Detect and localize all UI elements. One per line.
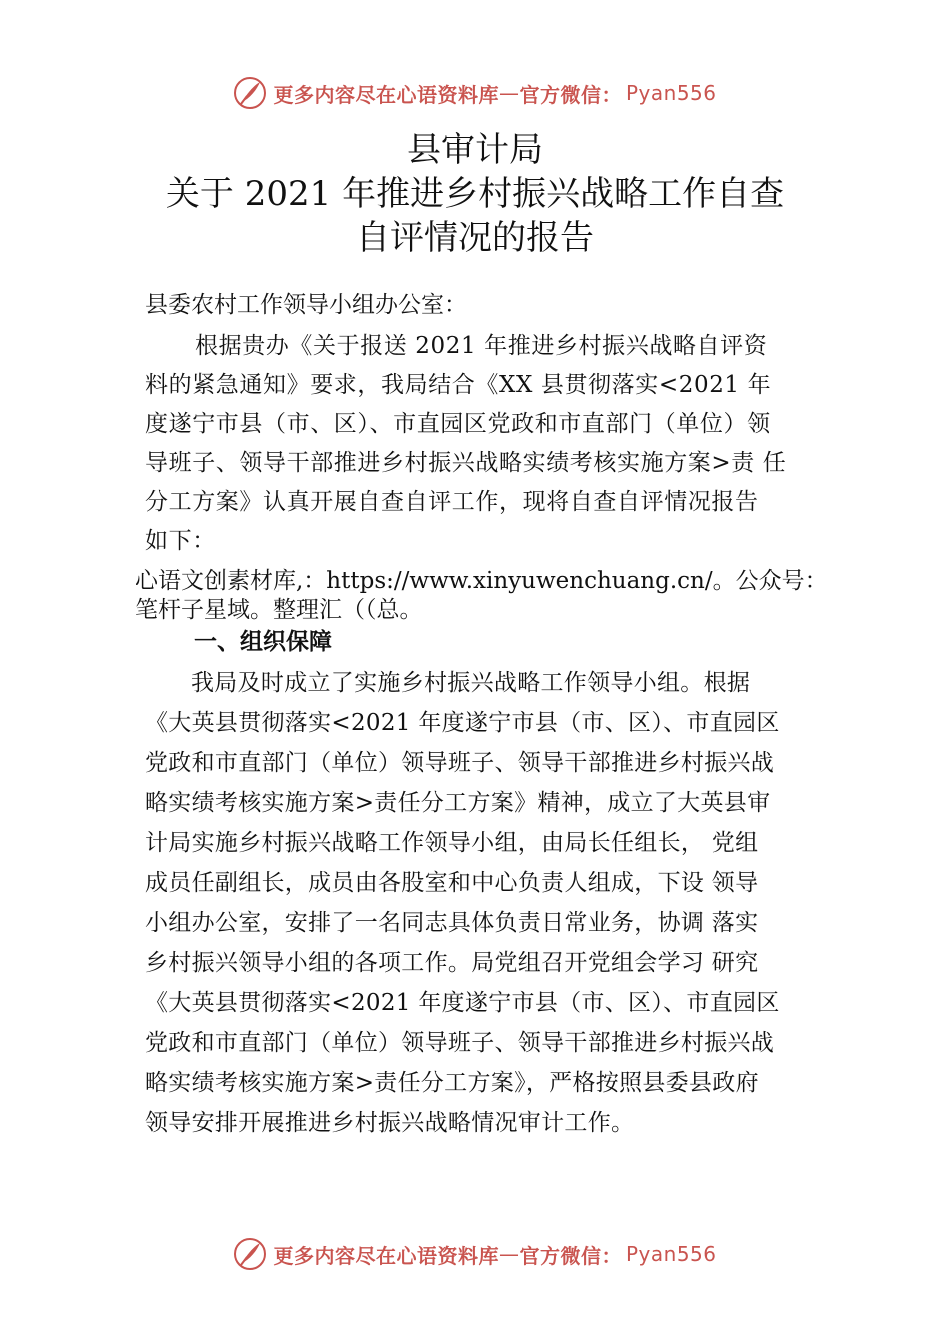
watermark-wechat-label: 官方微信： — [519, 1243, 622, 1268]
paragraph-line: 根据贵办《关于报送 2021 年推进乡村振兴战略自评资 — [195, 333, 768, 359]
feather-pen-logo-icon — [233, 1237, 267, 1271]
watermark-main-text: 更多内容尽在心语资料库 — [273, 1243, 499, 1268]
paragraph-line: 略实绩考核实施方案>责任分工方案》，严格按照县委县政府 — [145, 1070, 759, 1096]
paragraph-line: 导班子、领导干部推进乡村振兴战略实绩考核实施方案>责 任 — [145, 450, 787, 476]
document-title — [0, 128, 950, 260]
section-paragraph — [145, 663, 845, 1143]
header-watermark — [0, 76, 950, 110]
paragraph-line: 我局及时成立了实施乡村振兴战略工作领导小组。根据 — [191, 670, 751, 696]
title-line-2: 关于 2021 年推进乡村振兴战略工作自查 — [165, 174, 785, 214]
watermark-dash: — — [498, 1242, 520, 1266]
paragraph-line: 度遂宁市县（市、区）、市直园区党政和市直部门（单位）领 — [145, 411, 771, 437]
paragraph-line: 小组办公室，安排了一名同志具体负责日常业务，协调 落实 — [145, 910, 759, 936]
title-line-3: 自评情况的报告 — [356, 218, 594, 258]
feather-pen-logo-icon — [233, 76, 267, 110]
paragraph-line: 成员任副组长，成员由各股室和中心负责人组成，下设 领导 — [145, 870, 759, 896]
paragraph-line: 分工方案》认真开展自查自评工作，现将自查自评情况报告 — [145, 489, 759, 515]
watermark-wechat-id: Pyan556 — [625, 81, 717, 105]
watermark-wechat-id: Pyan556 — [625, 1242, 717, 1266]
paragraph-line: 党政和市直部门（单位）领导班子、领导干部推进乡村振兴战 — [145, 1030, 775, 1056]
paragraph-line: 领导安排开展推进乡村振兴战略情况审计工作。 — [145, 1110, 635, 1136]
note-line: 笔杆子星域。整理汇（（总。 — [135, 597, 423, 623]
paragraph-line: 计局实施乡村振兴战略工作领导小组，由局长任组长， 党组 — [145, 830, 759, 856]
title-line-1: 县审计局 — [407, 130, 543, 170]
watermark-wechat-label: 官方微信： — [519, 82, 622, 107]
paragraph-line: 如下： — [145, 528, 216, 554]
footer-watermark — [0, 1237, 950, 1271]
paragraph-line: 《大英县贯彻落实<2021 年度遂宁市县（市、区）、市直园区 — [145, 990, 780, 1016]
paragraph-line: 乡村振兴领导小组的各项工作。局党组召开党组会学习 研究 — [145, 950, 759, 976]
paragraph-line: 党政和市直部门（单位）领导班子、领导干部推进乡村振兴战 — [145, 750, 775, 776]
paragraph-line: 料的紧急通知》要求，我局结合《XX 县贯彻落实<2021 年 — [145, 372, 772, 398]
source-note — [135, 567, 895, 625]
paragraph-line: 《大英县贯彻落实<2021 年度遂宁市县（市、区）、市直园区 — [145, 710, 780, 736]
watermark-dash: — — [498, 81, 520, 105]
note-line: 心语文创素材库,：https://www.xinyuwenchuang.cn/。公众号： — [135, 568, 828, 594]
watermark-main-text: 更多内容尽在心语资料库 — [273, 82, 499, 107]
intro-paragraph — [145, 327, 825, 561]
section-heading: 一、组织保障 — [194, 629, 332, 655]
salutation: 县委农村工作领导小组办公室： — [145, 292, 467, 318]
paragraph-line: 略实绩考核实施方案>责任分工方案》精神，成立了大英县审 — [145, 790, 771, 816]
